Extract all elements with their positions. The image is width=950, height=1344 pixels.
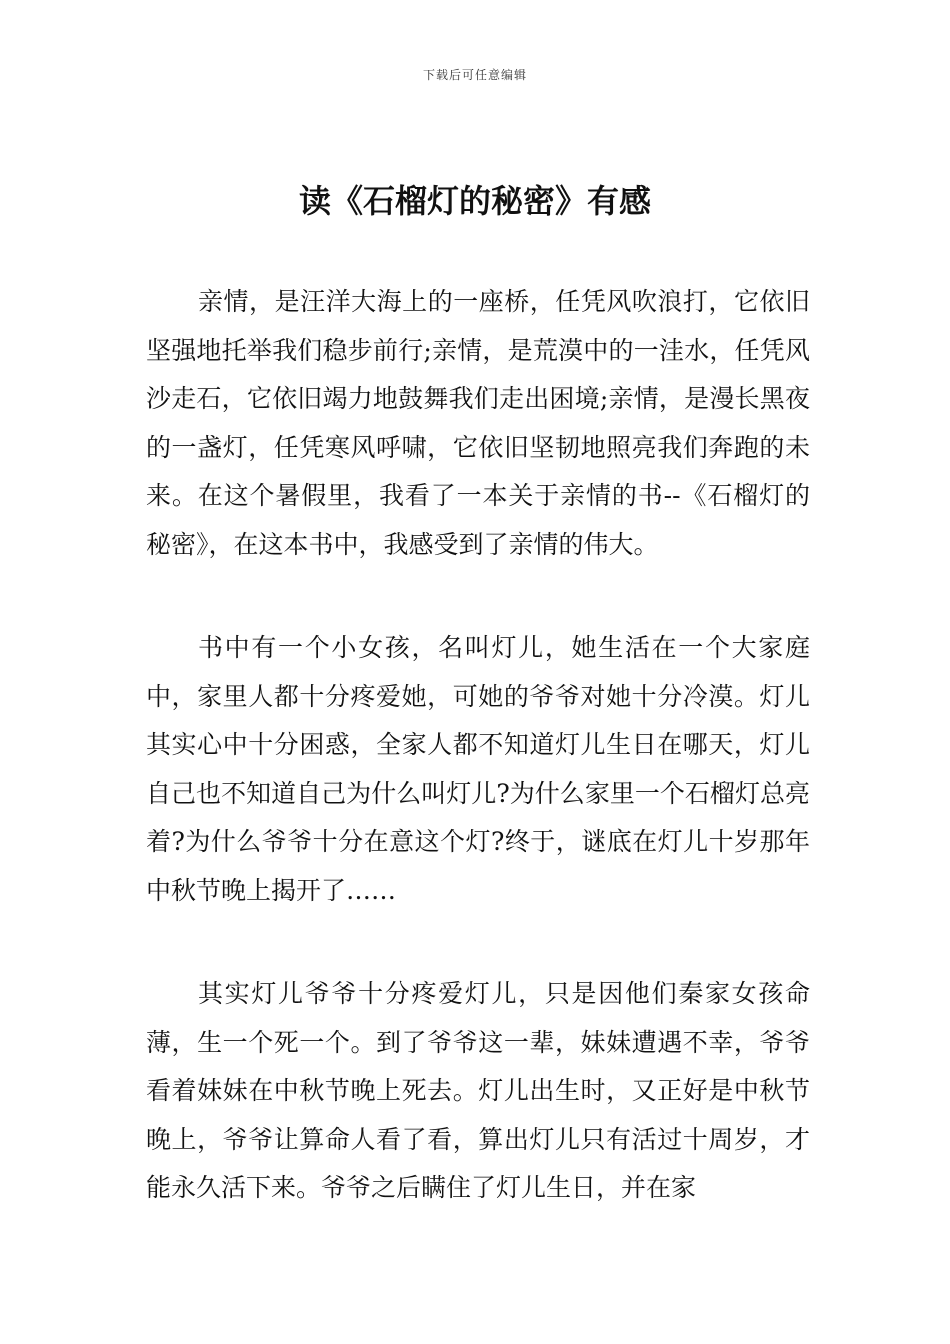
body-paragraph-3: 其实灯儿爷爷十分疼爱灯儿，只是因他们秦家女孩命薄，生一个死一个。到了爷爷这一辈，妹妹遭遇不幸，爷爷看着妹妹在中秋节晚上死去。灯儿出生时，又正好是中秋节晚上，爷爷让算命人看了看，算出灯儿只有活过十周岁，才能永久活下来。爷爷之后瞒住了灯儿生日，并在家 — [146, 979, 810, 1203]
document-title: 读《石榴灯的秘密》有感 — [298, 182, 651, 220]
header-note: 下载后可任意编辑 — [422, 68, 527, 82]
body-paragraph-2: 书中有一个小女孩，名叫灯儿，她生活在一个大家庭中，家里人都十分疼爱她，可她的爷爷对她十分冷漠。灯儿其实心中十分困惑，全家人都不知道灯儿生日在哪天，灯儿自己也不知道自己为什么叫灯儿?为什么家里一个石榴灯总亮着?为什么爷爷十分在意这个灯?终于，谜底在灯儿十岁那年中秋节晚上揭开了…… — [146, 633, 810, 905]
body-paragraph-1: 亲情，是汪洋大海上的一座桥，任凭风吹浪打，它依旧坚强地托举我们稳步前行;亲情，是荒漠中的一洼水，任凭风沙走石，它依旧竭力地鼓舞我们走出困境;亲情，是漫长黑夜的一盏灯，任凭寒风呼啸，它依旧坚韧地照亮我们奔跑的未来。在这个暑假里，我看了一本关于亲情的书--《石榴灯的秘密》，在这本书中，我感受到了亲情的伟大。 — [146, 287, 810, 559]
